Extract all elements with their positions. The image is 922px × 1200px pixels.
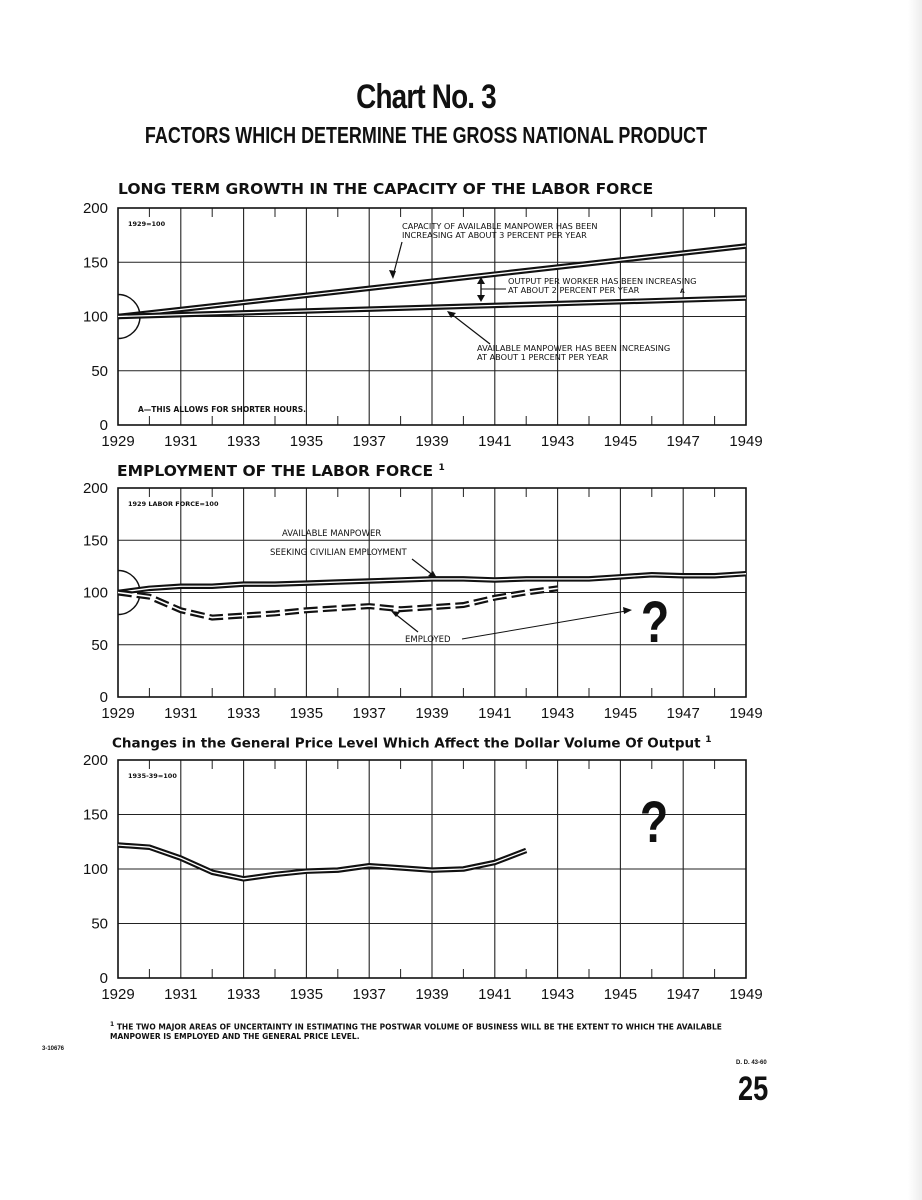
annotation-manpower-line2: AT ABOUT 1 PERCENT PER YEAR	[477, 352, 609, 362]
chart-3-title-footnote: 1	[705, 735, 712, 745]
chart-2	[83, 480, 763, 722]
x-tick-label: 1949	[729, 433, 763, 450]
annotation-output-arrow-down	[477, 295, 485, 302]
chart-3-title: Changes in the General Price Level Which Affect the Dollar Volume Of Output $^1$	[112, 735, 712, 752]
x-tick-label: 1935	[289, 705, 324, 722]
chart-2-title: EMPLOYMENT OF THE LABOR FORCE $^1$	[117, 462, 445, 480]
x-tick-label: 1945	[603, 705, 638, 722]
x-tick-label: 1929	[101, 433, 135, 450]
y-tick-label: 50	[91, 915, 108, 933]
x-tick-label: 1933	[226, 986, 261, 1003]
y-tick-label: 200	[82, 480, 108, 497]
x-tick-label: 1937	[352, 705, 386, 722]
x-tick-label: 1945	[603, 986, 638, 1003]
x-tick-label: 1949	[729, 986, 763, 1003]
annotation-employed-arrowhead-right	[623, 607, 632, 614]
x-tick-label: 1933	[226, 433, 261, 450]
page-title: Chart No. 3	[356, 78, 496, 116]
chart-1	[83, 200, 763, 450]
annotation-employed-arrow-right	[462, 611, 626, 639]
chart-1-title: LONG TERM GROWTH IN THE CAPACITY OF THE LABOR FORCE	[118, 180, 654, 198]
y-tick-label: 200	[82, 752, 108, 769]
question-mark: ?	[639, 790, 669, 856]
annotation-available-line2: SEEKING CIVILIAN EMPLOYMENT	[270, 548, 407, 558]
x-tick-label: 1939	[415, 705, 449, 722]
x-tick-label: 1937	[352, 433, 386, 450]
chart-1-note: A—THIS ALLOWS FOR SHORTER HOURS.	[138, 405, 307, 414]
x-tick-label: 1935	[289, 433, 324, 450]
x-tick-label: 1943	[540, 433, 575, 450]
x-tick-label: 1943	[540, 705, 575, 722]
y-tick-label: 0	[99, 689, 108, 706]
question-mark: ?	[640, 590, 670, 656]
x-tick-label: 1929	[101, 705, 135, 722]
x-tick-label: 1947	[666, 986, 700, 1003]
x-tick-label: 1931	[164, 705, 198, 722]
y-tick-label: 100	[82, 308, 108, 326]
chart-3	[83, 752, 763, 1003]
annotation-capacity-line1: CAPACITY OF AVAILABLE MANPOWER HAS BEEN	[402, 221, 598, 231]
x-tick-label: 1941	[478, 705, 512, 722]
y-tick-label: 0	[99, 970, 108, 987]
y-tick-label: 200	[82, 200, 108, 217]
annotation-capacity-arrowhead	[389, 270, 396, 279]
x-tick-label: 1935	[289, 986, 324, 1003]
x-tick-label: 1929	[101, 986, 135, 1003]
y-tick-label: 50	[91, 636, 108, 654]
base-index-label: 1929=100	[128, 220, 166, 228]
page-number: 25	[738, 1070, 769, 1108]
x-tick-label: 1931	[164, 433, 198, 450]
series-line-1-inner	[118, 845, 526, 879]
x-tick-label: 1947	[666, 433, 700, 450]
y-tick-label: 150	[82, 806, 108, 824]
chart-2-title-footnote: 1	[438, 462, 445, 473]
page-edge-shadow	[908, 0, 922, 1200]
y-tick-label: 50	[91, 362, 108, 380]
annotation-employed-arrow-left	[394, 613, 418, 632]
y-tick-label: 150	[82, 254, 108, 272]
footnote	[110, 1020, 770, 1041]
form-code-right: D. D. 43-60	[736, 1060, 767, 1066]
x-tick-label: 1945	[603, 433, 638, 450]
series-line-1	[118, 845, 526, 879]
x-tick-label: 1939	[415, 433, 449, 450]
x-tick-label: 1939	[415, 986, 449, 1003]
annotation-available-line1: AVAILABLE MANPOWER	[282, 529, 382, 539]
annotation-manpower-arrow	[450, 313, 490, 344]
annotation-manpower-line1: AVAILABLE MANPOWER HAS BEEN INCREASING	[477, 343, 671, 353]
annotation-employed-label: EMPLOYED	[405, 635, 451, 645]
x-tick-label: 1941	[478, 433, 512, 450]
x-tick-label: 1933	[226, 705, 261, 722]
base-index-label: 1935-39=100	[128, 772, 177, 780]
x-tick-label: 1943	[540, 986, 575, 1003]
annotation-output-line1: OUTPUT PER WORKER HAS BEEN INCREASING	[508, 276, 697, 286]
form-code-left: 3-10676	[42, 1046, 65, 1052]
y-tick-label: 150	[82, 532, 108, 550]
annotation-capacity-line2: INCREASING AT ABOUT 3 PERCENT PER YEAR	[402, 230, 587, 240]
annotation-output-line2: AT ABOUT 2 PERCENT PER YEAR	[508, 285, 640, 295]
footnote-marker: 1	[110, 1021, 115, 1028]
x-tick-label: 1937	[352, 986, 386, 1003]
x-tick-label: 1941	[478, 986, 512, 1003]
y-tick-label: 0	[99, 417, 108, 434]
base-index-label: 1929 LABOR FORCE=100	[128, 500, 219, 508]
x-tick-label: 1949	[729, 705, 763, 722]
footnote-text: THE TWO MAJOR AREAS OF UNCERTAINTY IN ESTIMATING THE POSTWAR VOLUME OF BUSINESS WILL BE THE EXTENT TO WHICH THE AVAILABLE MANPOWER IS EMPLOYED AND THE GENERAL PRICE LEVEL.	[110, 1022, 722, 1041]
x-tick-label: 1931	[164, 986, 198, 1003]
page-subtitle: FACTORS WHICH DETERMINE THE GROSS NATIONAL PRODUCT	[144, 122, 708, 148]
x-tick-label: 1947	[666, 705, 700, 722]
y-tick-label: 100	[82, 584, 108, 602]
annotation-output-marker: A	[680, 288, 685, 295]
y-tick-label: 100	[82, 861, 108, 878]
